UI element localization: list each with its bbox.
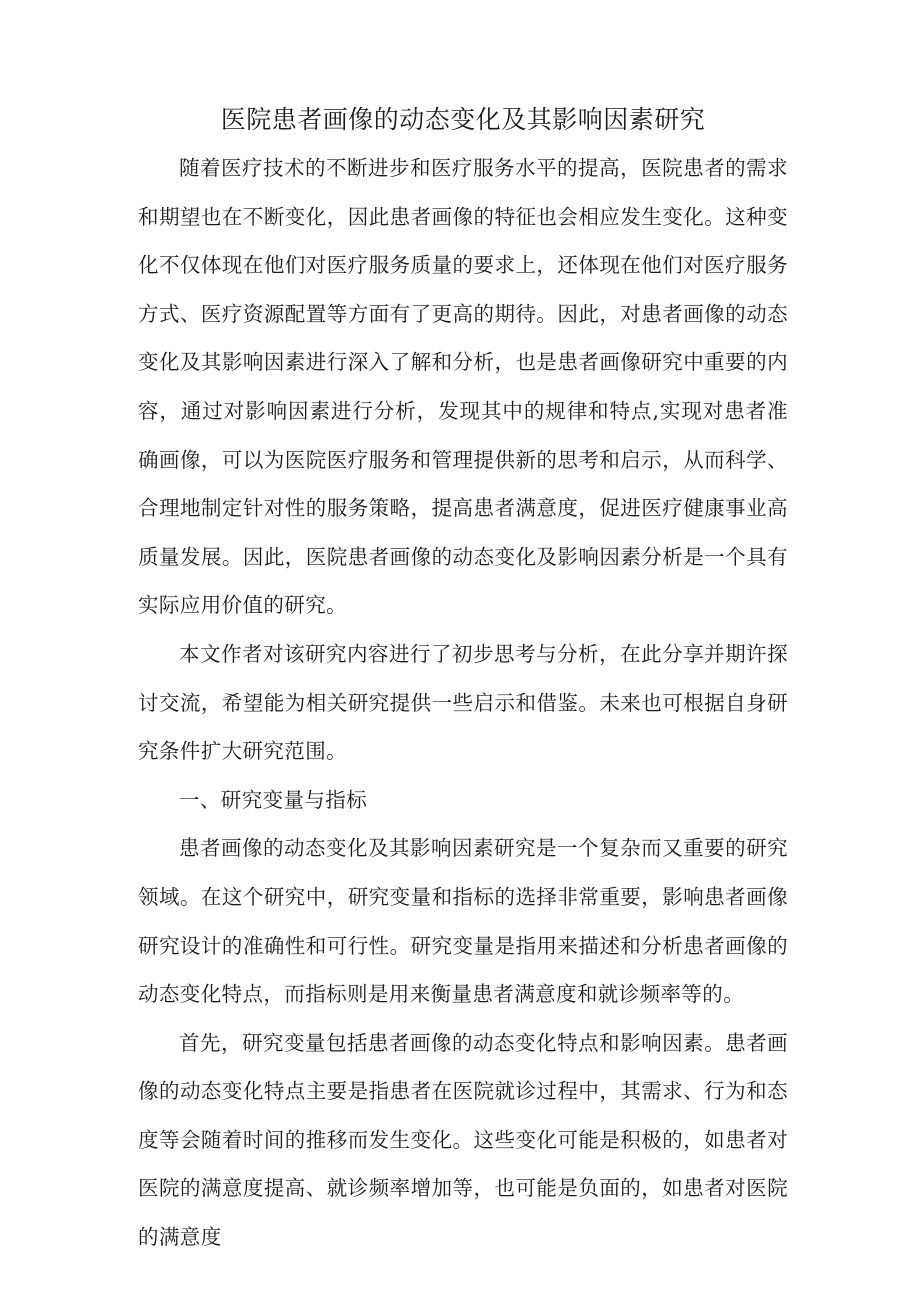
intro-paragraph-2: 本文作者对该研究内容进行了初步思考与分析，在此分享并期许探讨交流，希望能为相关研究提供一些启示和借鉴。未来也可根据自身研究条件扩大研究范围。 — [138, 641, 788, 764]
section-heading: 一、研究变量与指标 — [179, 787, 368, 812]
section-paragraph-2: 首先，研究变量包括患者画像的动态变化特点和影响因素。患者画像的动态变化特点主要是指患者在医院就诊过程中，其需求、行为和态度等会随着时间的推移而发生变化。这些变化可能是积极的，如患者对医院的满意度提高、就诊频率增加等，也可能是负面的，如患者对医院的满意度 — [138, 1030, 788, 1250]
intro-paragraph-1: 随着医疗技术的不断进步和医疗服务水平的提高，医院患者的需求和期望也在不断变化，因此患者画像的特征也会相应发生变化。这种变化不仅体现在他们对医疗服务质量的要求上，还体现在他们对医疗服务方式、医疗资源配置等方面有了更高的期待。因此，对患者画像的动态变化及其影响因素进行深入了解和分析，也是患者画像研究中重要的内容，通过对影响因素进行分析，发现其中的规律和特点,实现对患者准确画像，可以为医院医疗服务和管理提供新的思考和启示，从而科学、合理地制定针对性的服务策略，提高患者满意度，促进医疗健康事业高质量发展。因此，医院患者画像的动态变化及影响因素分析是一个具有实际应用价值的研究。 — [138, 156, 788, 618]
section-paragraph-1: 患者画像的动态变化及其影响因素研究是一个复杂而又重要的研究领域。在这个研究中，研究变量和指标的选择非常重要，影响患者画像研究设计的准确性和可行性。研究变量是指用来描述和分析患者画像的动态变化特点，而指标则是用来衡量患者满意度和就诊频率等的。 — [138, 836, 788, 1007]
document-title: 医院患者画像的动态变化及其影响因素研究 — [220, 105, 706, 134]
document-page — [138, 98, 788, 1262]
